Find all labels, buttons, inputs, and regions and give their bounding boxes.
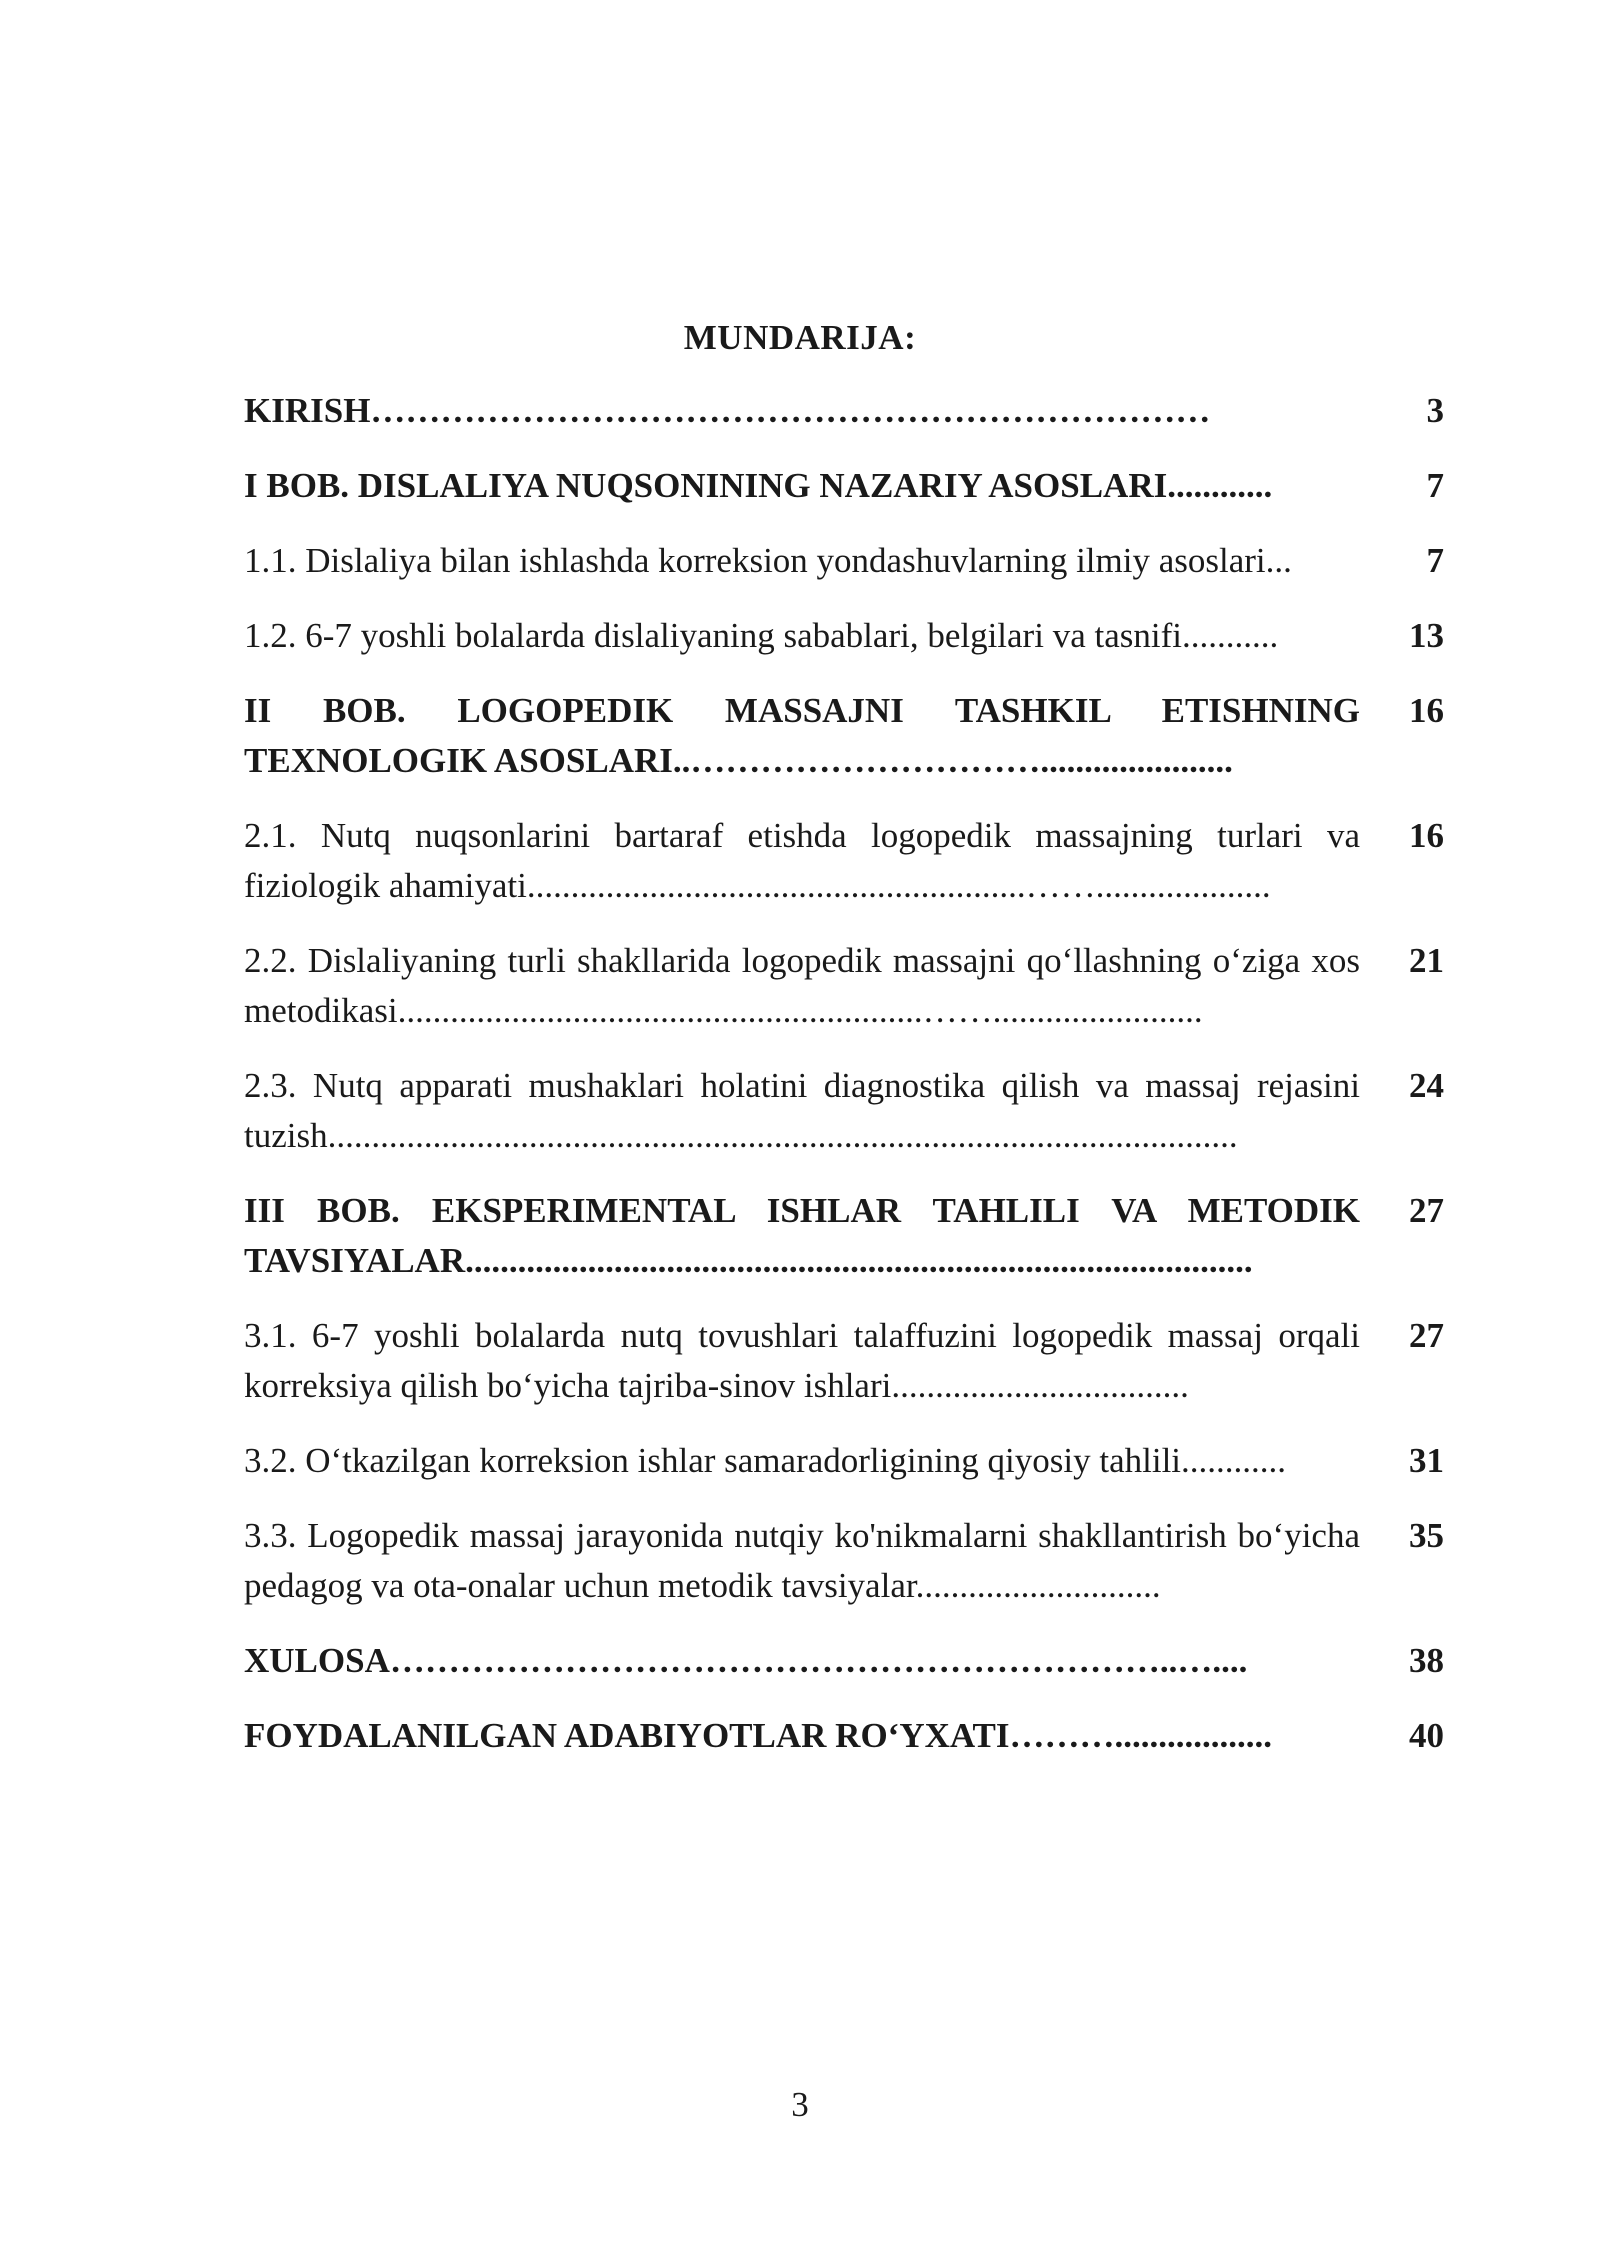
toc-entry-page: 16 [1409, 816, 1444, 855]
toc-entry [244, 1186, 1444, 1286]
toc-entry-page: 27 [1409, 1316, 1444, 1355]
toc-title: MUNDARIJA: [683, 318, 917, 357]
toc-entry-page: 21 [1409, 941, 1444, 980]
toc-entry-title: 1.2. 6-7 yoshli bolalarda dislaliyaning sabablari, belgilari va tasnifi........... [244, 616, 1279, 655]
toc-entry-page: 3 [1426, 391, 1444, 430]
toc-entry [244, 1061, 1444, 1161]
toc-entry-title: II BOB. LOGOPEDIK MASSAJNI TASHKIL ETISHNING TEXNOLOGIK ASOSLARI..…………………………...................... [244, 691, 1360, 780]
toc-entry-page: 24 [1409, 1066, 1444, 1105]
toc-entry-page: 35 [1409, 1516, 1444, 1555]
toc-entry-title: FOYDALANILGAN ADABIYOTLAR RO‘YXATI……….................. [244, 1716, 1273, 1755]
toc-entry-title: 3.3. Logopedik massaj jarayonida nutqiy ko'nikmalarni shakllantirish bo‘yicha pedagog va ota-onalar uchun metodik tavsiyalar............................ [244, 1516, 1360, 1605]
toc-entry-page: 31 [1409, 1441, 1444, 1480]
toc-entry-title: III BOB. EKSPERIMENTAL ISHLAR TAHLILI VA METODIK TAVSIYALAR.......................................................................................... [244, 1191, 1360, 1280]
toc-entry-page: 7 [1426, 541, 1444, 580]
toc-entry-title: XULOSA…………………………………………………………..….... [244, 1641, 1248, 1680]
toc-entry [244, 386, 1444, 436]
toc-entry-title: 2.2. Dislaliyaning turli shakllarida logopedik massajni qo‘llashning o‘ziga xos metodikasi............................................................……........................ [244, 941, 1360, 1030]
table-of-contents [244, 386, 1444, 1786]
toc-entry-page: 13 [1409, 616, 1444, 655]
toc-entry-title: 2.1. Nutq nuqsonlarini bartaraf etishda logopedik massajning turlari va fiziologik ahamiyati.........................................................…….................... [244, 816, 1360, 905]
toc-entry-title: 3.2. O‘tkazilgan korreksion ishlar samaradorligining qiyosiy tahlili............ [244, 1441, 1287, 1480]
toc-entry [244, 611, 1444, 661]
toc-entry [244, 1436, 1444, 1486]
toc-entry-title: 2.3. Nutq apparati mushaklari holatini diagnostika qilish va massaj rejasini tuzish........................................................................................................ [244, 1066, 1360, 1155]
toc-entry [244, 811, 1444, 911]
toc-entry [244, 461, 1444, 511]
toc-entry [244, 1511, 1444, 1611]
page-number: 3 [791, 2085, 809, 2124]
toc-entry [244, 936, 1444, 1036]
toc-entry [244, 1711, 1444, 1761]
toc-entry [244, 1636, 1444, 1686]
toc-entry-title: KIRISH……………………………………………………………… [244, 391, 1211, 430]
toc-entry [244, 536, 1444, 586]
toc-entry-title: 3.1. 6-7 yoshli bolalarda nutq tovushlari talaffuzini logopedik massaj orqali korreksiya qilish bo‘yicha tajriba-sinov ishlari.................................. [244, 1316, 1360, 1405]
toc-entry-title: I BOB. DISLALIYA NUQSONINING NAZARIY ASOSLARI............ [244, 466, 1273, 505]
toc-entry-page: 40 [1409, 1716, 1444, 1755]
toc-entry-page: 38 [1409, 1641, 1444, 1680]
toc-entry-title: 1.1. Dislaliya bilan ishlashda korreksion yondashuvlarning ilmiy asoslari... [244, 541, 1292, 580]
toc-entry [244, 686, 1444, 786]
toc-entry [244, 1311, 1444, 1411]
toc-entry-page: 16 [1409, 691, 1444, 730]
toc-entry-page: 7 [1426, 466, 1444, 505]
toc-entry-page: 27 [1409, 1191, 1444, 1230]
